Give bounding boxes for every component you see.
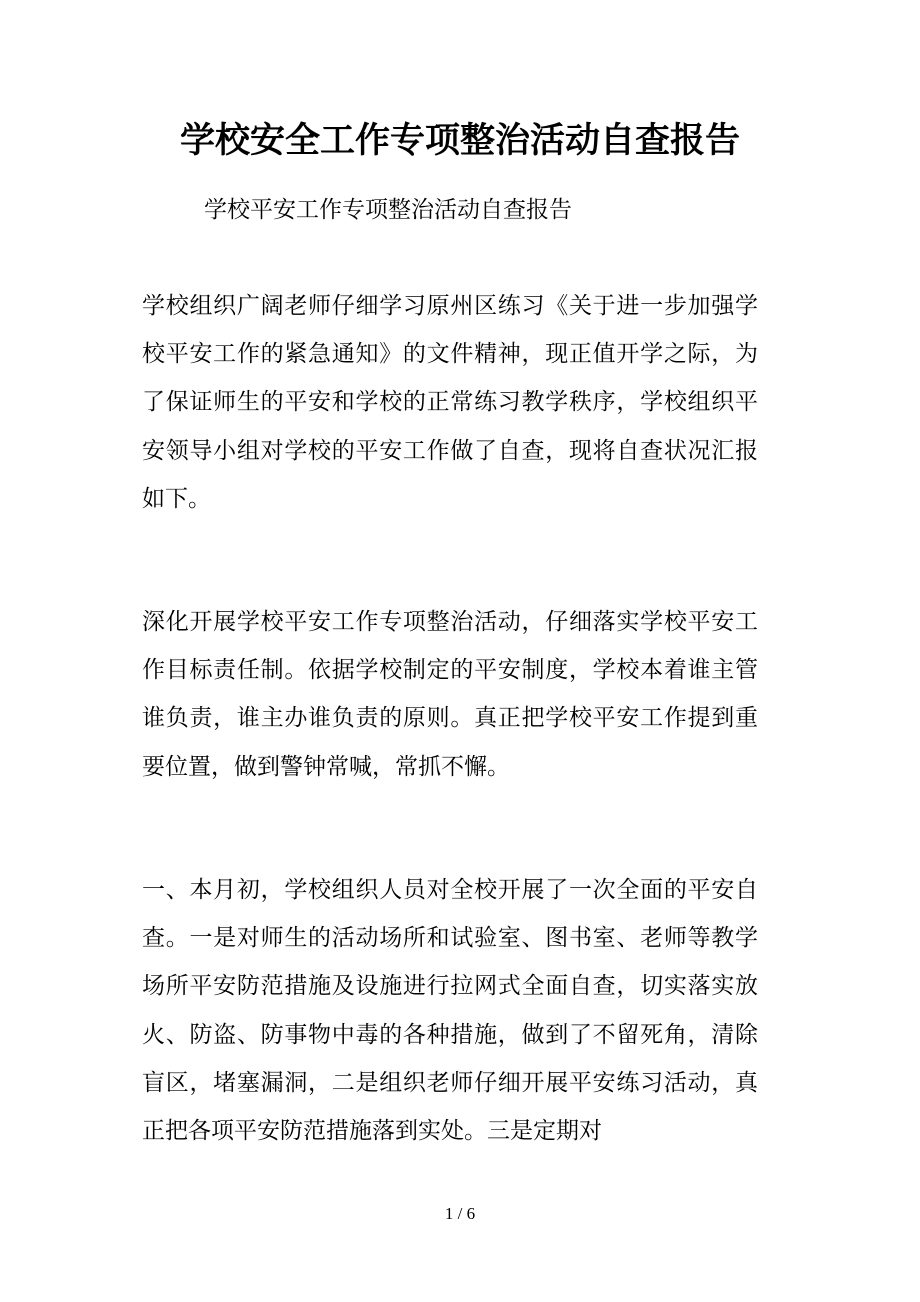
paragraph-intro: 学校组织广阔老师仔细学习原州区练习《关于进一步加强学校平安工作的紧急通知》的文件精神，现正值开学之际，为了保证师生的平安和学校的正常练习教学秩序，学校组织平安领导小组对学校的平安工作做了自查，现将自查状况汇报如下。 — [142, 293, 758, 512]
paragraph-self-inspection: 一、本月初，学校组织人员对全校开展了一次全面的平安自查。一是对师生的活动场所和试验室、图书室、老师等教学场所平安防范措施及设施进行拉网式全面自查，切实落实放火、防盗、防事物中毒的各种措施，做到了不留死角，清除盲区，堵塞漏洞，二是组织老师仔细开展平安练习活动，真正把各项平安防范措施落到实处。三是定期对 — [142, 877, 758, 1145]
page-number: 1 / 6 — [444, 1204, 476, 1223]
paragraph-responsibility: 深化开展学校平安工作专项整治活动，仔细落实学校平安工作目标责任制。依据学校制定的平安制度，学校本着谁主管谁负责，谁主办谁负责的原则。真正把学校平安工作提到重要位置，做到警钟常喊，常抓不懈。 — [142, 609, 758, 780]
document-subtitle: 学校平安工作专项整治活动自查报告 — [204, 197, 572, 223]
document-title: 学校安全工作专项整治活动自查报告 — [179, 121, 740, 161]
